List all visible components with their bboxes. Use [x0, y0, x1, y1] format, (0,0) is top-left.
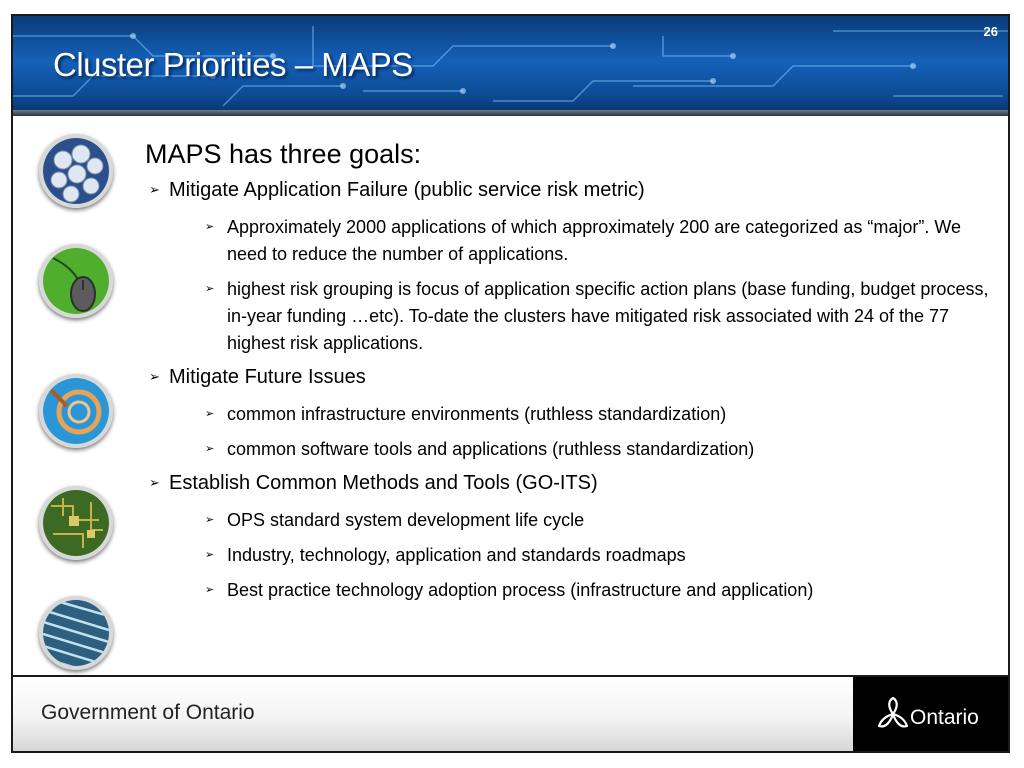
arrow-bullet-icon: ➢: [205, 408, 215, 420]
organization-name: Government of Ontario: [41, 701, 255, 724]
subpoint: [145, 542, 995, 569]
goal-1: [145, 178, 995, 202]
arrow-bullet-icon: ➢: [205, 549, 215, 561]
subpoint-text: OPS standard system development life cycle: [227, 510, 585, 530]
goal-text: Mitigate Application Failure (public service risk metric): [169, 179, 645, 201]
title-banner: [13, 16, 1008, 116]
goal-text: Establish Common Methods and Tools (GO-ITS): [169, 472, 598, 494]
keyboard-icon: [39, 134, 113, 208]
arrow-bullet-icon: ➢: [205, 221, 215, 233]
subpoint-text: common infrastructure environments (ruthless standardization): [227, 404, 727, 424]
subpoint-text: highest risk grouping is focus of application specific action plans (base funding, budget process, in-year funding …etc). To-date the clusters have mitigated risk associated with 24 of the 77 highest risk applications.: [227, 279, 989, 353]
slide-title: Cluster Priorities – MAPS: [53, 46, 413, 83]
banner-rule: [13, 110, 1008, 116]
arrow-bullet-icon: ➢: [205, 443, 215, 455]
arrow-bullet-icon: ➢: [149, 475, 160, 490]
subpoint: [145, 276, 995, 357]
arrow-bullet-icon: ➢: [149, 369, 160, 384]
goal-text: Mitigate Future Issues: [169, 366, 366, 388]
ontario-logo: [853, 677, 1008, 751]
arrow-bullet-icon: ➢: [149, 182, 160, 197]
computer-mouse-icon: [39, 244, 113, 318]
fiber-cable-icon: [39, 374, 113, 448]
content-heading: MAPS has three goals:: [145, 139, 422, 169]
subpoint-text: common software tools and applications (ruthless standardization): [227, 439, 755, 459]
subpoint: [145, 401, 995, 428]
goal-2: [145, 365, 995, 389]
slide-frame: [11, 14, 1010, 753]
subpoint-text: Best practice technology adoption process (infrastructure and application): [227, 580, 814, 600]
subpoint: [145, 507, 995, 534]
arrow-bullet-icon: ➢: [205, 514, 215, 526]
subpoint-text: Industry, technology, application and standards roadmaps: [227, 545, 686, 565]
footer: [13, 675, 1008, 751]
subpoint: [145, 577, 995, 604]
circuit-board-icon: [39, 486, 113, 560]
subpoint: [145, 436, 995, 463]
logo-text: Ontario: [910, 706, 979, 729]
goal-3: [145, 471, 995, 495]
arrow-bullet-icon: ➢: [205, 283, 215, 295]
page-number: 26: [983, 24, 998, 39]
arrow-bullet-icon: ➢: [205, 584, 215, 596]
trillium-icon: [876, 697, 910, 731]
fiber-optic-icon: [39, 596, 113, 670]
subpoint-text: Approximately 2000 applications of which approximately 200 are categorized as “major”. We need to reduce the number of applications.: [227, 217, 962, 264]
subpoint: [145, 214, 995, 268]
slide-content: [145, 138, 995, 612]
